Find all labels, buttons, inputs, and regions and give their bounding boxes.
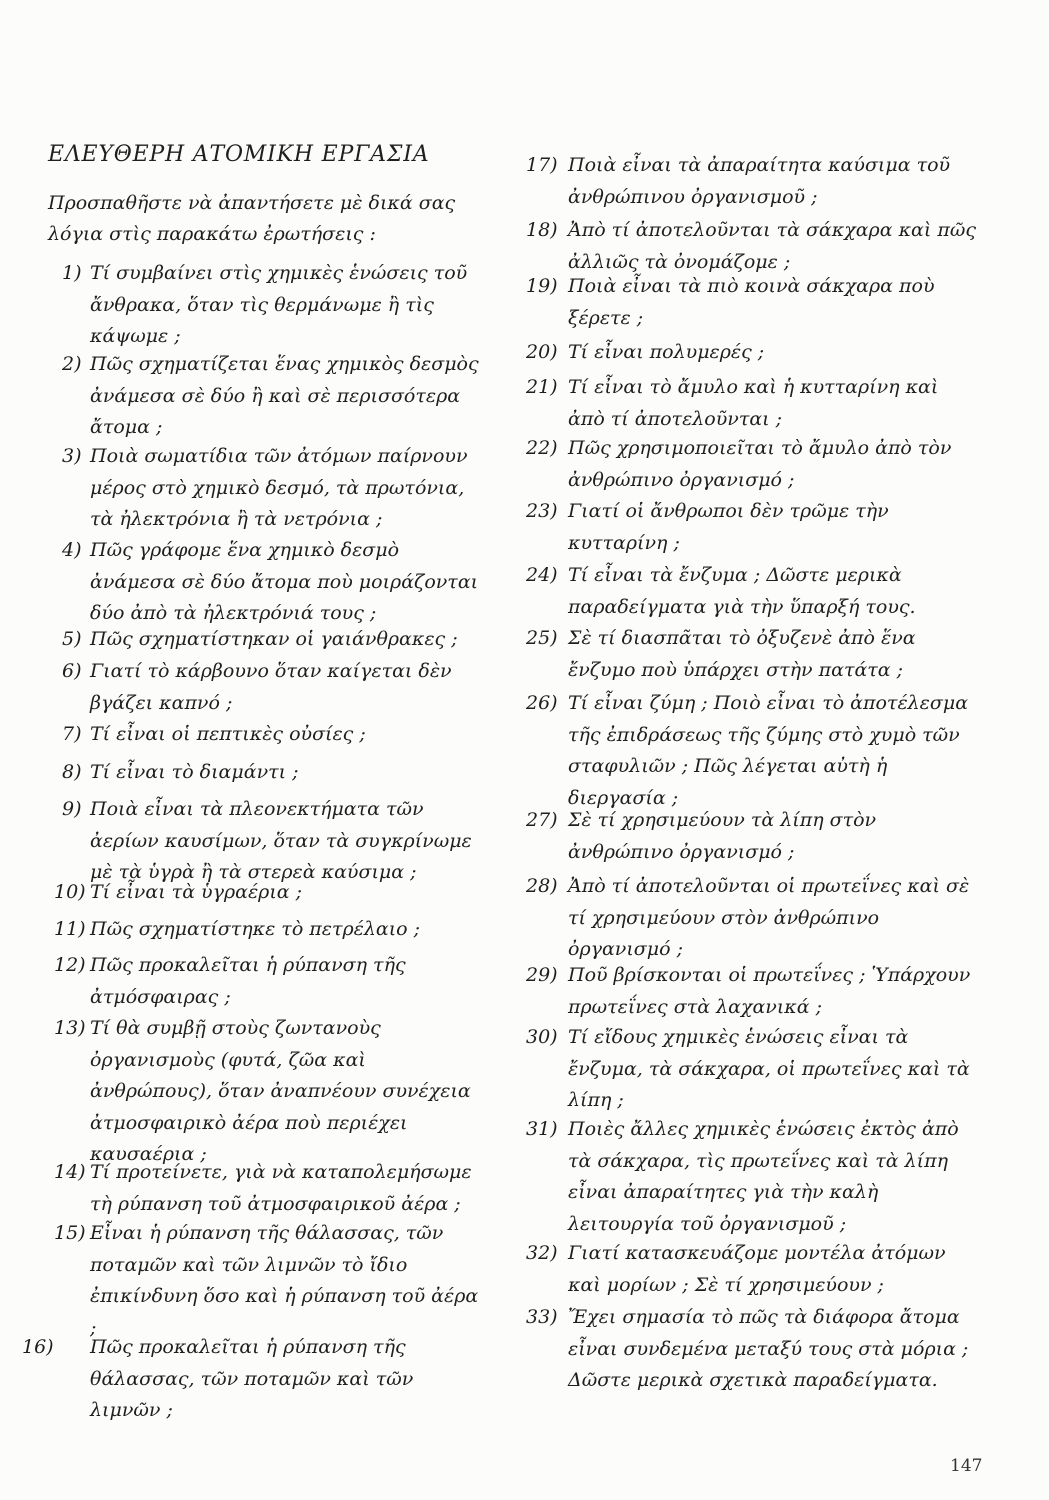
question-item bbox=[526, 688, 978, 814]
question-text: Τί εἶναι τὰ ὑγραέρια ; bbox=[90, 881, 303, 903]
question-item bbox=[526, 496, 978, 559]
question-text: Ποῦ βρίσκονται οἱ πρωτεΐνες ; Ὑπάρχουν πρωτεΐνες στὰ λαχανικά ; bbox=[568, 964, 971, 1018]
question-number: 6) bbox=[62, 660, 82, 682]
question-text: Ποιὰ εἶναι τὰ ἀπαραίτητα καύσιμα τοῦ ἀνθρώπινου ὀργανισμοῦ ; bbox=[568, 154, 951, 208]
question-text: Τί προτείνετε, γιὰ νὰ καταπολεμήσωμε τὴ ρύπανση τοῦ ἀτμοσφαιρικοῦ ἀέρα ; bbox=[90, 1161, 472, 1215]
question-item bbox=[48, 950, 480, 1013]
question-text: Τί θὰ συμβῇ στοὺς ζωντανοὺς ὀργανισμοὺς (φυτά, ζῶα καὶ ἀνθρώπους), ὅταν ἀναπνέουν συνέχεια ἀτμοσφαιρικὸ ἀέρα ποὺ περιέχει καυσαέρια ; bbox=[90, 1017, 471, 1165]
question-number: 18) bbox=[526, 219, 558, 241]
question-item bbox=[526, 337, 978, 369]
question-number: 4) bbox=[62, 539, 82, 561]
question-number: 23) bbox=[526, 500, 558, 522]
question-item bbox=[48, 624, 480, 656]
question-number: 19) bbox=[526, 275, 558, 297]
question-item bbox=[526, 433, 978, 496]
question-item bbox=[48, 258, 480, 353]
question-text: Τί συμβαίνει στὶς χημικὲς ἑνώσεις τοῦ ἄνθρακα, ὅταν τὶς θερμάνωμε ἢ τὶς κάψωμε ; bbox=[90, 262, 468, 347]
question-text: Σὲ τί διασπᾶται τὸ ὀξυζενὲ ἀπὸ ἕνα ἔνζυμο ποὺ ὑπάρχει στὴν πατάτα ; bbox=[568, 627, 916, 681]
question-number: 13) bbox=[54, 1017, 86, 1039]
question-item bbox=[526, 1022, 978, 1117]
question-number: 11) bbox=[54, 918, 86, 940]
question-item bbox=[48, 719, 480, 751]
question-text: Τί εἴδους χημικὲς ἑνώσεις εἶναι τὰ ἔνζυμα, τὰ σάκχαρα, οἱ πρωτεΐνες καὶ τὰ λίπη ; bbox=[568, 1026, 970, 1111]
question-item bbox=[48, 757, 480, 789]
question-number: 27) bbox=[526, 809, 558, 831]
question-number: 33) bbox=[526, 1306, 558, 1328]
question-text: Πῶς προκαλεῖται ἡ ρύπανση τῆς θάλασσας, τῶν ποταμῶν καὶ τῶν λιμνῶν ; bbox=[90, 1336, 414, 1421]
question-item bbox=[526, 1238, 978, 1301]
question-text: Τί εἶναι τὸ διαμάντι ; bbox=[90, 761, 299, 783]
question-text: Εἶναι ἡ ρύπανση τῆς θάλασσας, τῶν ποταμῶν καὶ τῶν λιμνῶν τὸ ἴδιο ἐπικίνδυνη ὅσο καὶ ἡ ρύπανση τοῦ ἀέρα ; bbox=[90, 1222, 479, 1339]
question-number: 21) bbox=[526, 376, 558, 398]
question-number: 1) bbox=[62, 262, 82, 284]
question-text: Πῶς γράφομε ἕνα χημικὸ δεσμὸ ἀνάμεσα σὲ δύο ἄτομα ποὺ μοιράζονται δύο ἀπὸ τὰ ἠλεκτρόνιά τους ; bbox=[90, 539, 479, 624]
question-text: Ἀπὸ τί ἀποτελοῦνται τὰ σάκχαρα καὶ πῶς ἀλλιῶς τὰ ὀνομάζομε ; bbox=[568, 219, 976, 273]
question-number: 10) bbox=[54, 881, 86, 903]
section-title: ΕΛΕΥΘΕΡΗ ΑΤΟΜΙΚΗ ΕΡΓΑΣΙΑ bbox=[48, 142, 430, 167]
question-number: 15) bbox=[54, 1222, 86, 1244]
question-text: Πῶς προκαλεῖται ἡ ρύπανση τῆς ἀτμόσφαιρας ; bbox=[90, 954, 406, 1008]
question-text: Ποιὰ εἶναι τὰ πιὸ κοινὰ σάκχαρα ποὺ ξέρετε ; bbox=[568, 275, 935, 329]
question-item bbox=[48, 877, 480, 909]
question-text: Ποιὰ σωματίδια τῶν ἀτόμων παίρνουν μέρος στὸ χημικὸ δεσμό, τὰ πρωτόνια, τὰ ἠλεκτρόνια ἢ τὰ νετρόνια ; bbox=[90, 445, 468, 530]
question-number: 28) bbox=[526, 875, 558, 897]
question-item bbox=[48, 349, 480, 444]
question-text: Ποιὰ εἶναι τὰ πλεονεκτήματα τῶν ἀερίων καυσίμων, ὅταν τὰ συγκρίνωμε μὲ τὰ ὑγρὰ ἢ τὰ στερεὰ καύσιμα ; bbox=[90, 798, 472, 883]
question-item bbox=[48, 441, 480, 536]
question-item bbox=[526, 805, 978, 868]
question-number: 26) bbox=[526, 692, 558, 714]
question-number: 31) bbox=[526, 1118, 558, 1140]
question-number: 5) bbox=[62, 628, 82, 650]
question-text: Ἀπὸ τί ἀποτελοῦνται οἱ πρωτεΐνες καὶ σὲ τί χρησιμεύουν στὸν ἀνθρώπινο ὀργανισμό ; bbox=[568, 875, 970, 960]
question-item bbox=[526, 150, 978, 213]
question-number: 8) bbox=[62, 761, 82, 783]
question-text: Τί εἶναι τὰ ἔνζυμα ; Δῶστε μερικὰ παραδείγματα γιὰ τὴν ὕπαρξή τους. bbox=[568, 564, 916, 618]
question-number: 16) bbox=[22, 1336, 54, 1358]
question-item bbox=[526, 1302, 978, 1397]
question-number: 25) bbox=[526, 627, 558, 649]
question-item bbox=[48, 1013, 480, 1171]
question-item bbox=[48, 914, 480, 946]
question-text: Ποιὲς ἄλλες χημικὲς ἑνώσεις ἐκτὸς ἀπὸ τὰ σάκχαρα, τὶς πρωτεΐνες καὶ τὰ λίπη εἶναι ἀπαραίτητες γιὰ τὴν καλὴ λειτουργία τοῦ ὀργανισμοῦ ; bbox=[568, 1118, 959, 1235]
question-number: 22) bbox=[526, 437, 558, 459]
question-text: Τί εἶναι πολυμερές ; bbox=[568, 341, 765, 363]
question-text: Πῶς σχηματίστηκαν οἱ γαιάνθρακες ; bbox=[90, 628, 458, 650]
question-item bbox=[526, 215, 978, 278]
question-text: Γιατί τὸ κάρβουνο ὅταν καίγεται δὲν βγάζει καπνό ; bbox=[90, 660, 452, 714]
question-text: Πῶς χρησιμοποιεῖται τὸ ἄμυλο ἀπὸ τὸν ἀνθρώπινο ὀργανισμό ; bbox=[568, 437, 952, 491]
question-item bbox=[48, 656, 480, 719]
question-text: Τί εἶναι ζύμη ; Ποιὸ εἶναι τὸ ἀποτέλεσμα τῆς ἐπιδράσεως τῆς ζύμης στὸ χυμὸ τῶν σταφυλιῶν ; Πῶς λέγεται αὐτὴ ἡ διεργασία ; bbox=[568, 692, 969, 809]
question-item bbox=[526, 871, 978, 966]
question-number: 2) bbox=[62, 353, 82, 375]
question-text: Ἔχει σημασία τὸ πῶς τὰ διάφορα ἄτομα εἶναι συνδεμένα μεταξύ τους στὰ μόρια ; Δῶστε μερικὰ σχετικὰ παραδείγματα. bbox=[568, 1306, 969, 1391]
question-number: 12) bbox=[54, 954, 86, 976]
question-number: 14) bbox=[54, 1161, 86, 1183]
page-number: 147 bbox=[950, 1456, 983, 1476]
question-text: Γιατί οἱ ἄνθρωποι δὲν τρῶμε τὴν κυτταρίνη ; bbox=[568, 500, 889, 554]
question-item bbox=[526, 1114, 978, 1240]
question-text: Σὲ τί χρησιμεύουν τὰ λίπη στὸν ἀνθρώπινο ὀργανισμό ; bbox=[568, 809, 877, 863]
question-number: 7) bbox=[62, 723, 82, 745]
question-item bbox=[526, 560, 978, 623]
question-item bbox=[48, 794, 480, 889]
question-number: 30) bbox=[526, 1026, 558, 1048]
question-text: Πῶς σχηματίστηκε τὸ πετρέλαιο ; bbox=[90, 918, 421, 940]
question-number: 9) bbox=[62, 798, 82, 820]
question-item bbox=[526, 372, 978, 435]
intro-text: Προσπαθῆστε νὰ ἀπαντήσετε μὲ δικά σας λόγια στὶς παρακάτω ἐρωτήσεις : bbox=[48, 192, 456, 245]
question-number: 3) bbox=[62, 445, 82, 467]
question-item bbox=[48, 1157, 480, 1220]
question-item bbox=[22, 1332, 480, 1427]
question-number: 24) bbox=[526, 564, 558, 586]
question-item bbox=[48, 535, 480, 630]
question-item bbox=[526, 960, 978, 1023]
question-text: Γιατί κατασκευάζομε μοντέλα ἀτόμων καὶ μορίων ; Σὲ τί χρησιμεύουν ; bbox=[568, 1242, 946, 1296]
question-text: Τί εἶναι τὸ ἄμυλο καὶ ἡ κυτταρίνη καὶ ἀπὸ τί ἀποτελοῦνται ; bbox=[568, 376, 939, 430]
question-number: 20) bbox=[526, 341, 558, 363]
question-number: 32) bbox=[526, 1242, 558, 1264]
question-number: 17) bbox=[526, 154, 558, 176]
question-item bbox=[48, 1218, 480, 1344]
question-item bbox=[526, 623, 978, 686]
question-text: Τί εἶναι οἱ πεπτικὲς οὐσίες ; bbox=[90, 723, 366, 745]
question-text: Πῶς σχηματίζεται ἕνας χημικὸς δεσμὸς ἀνάμεσα σὲ δύο ἢ καὶ σὲ περισσότερα ἄτομα ; bbox=[90, 353, 479, 438]
question-item bbox=[526, 271, 978, 334]
question-number: 29) bbox=[526, 964, 558, 986]
